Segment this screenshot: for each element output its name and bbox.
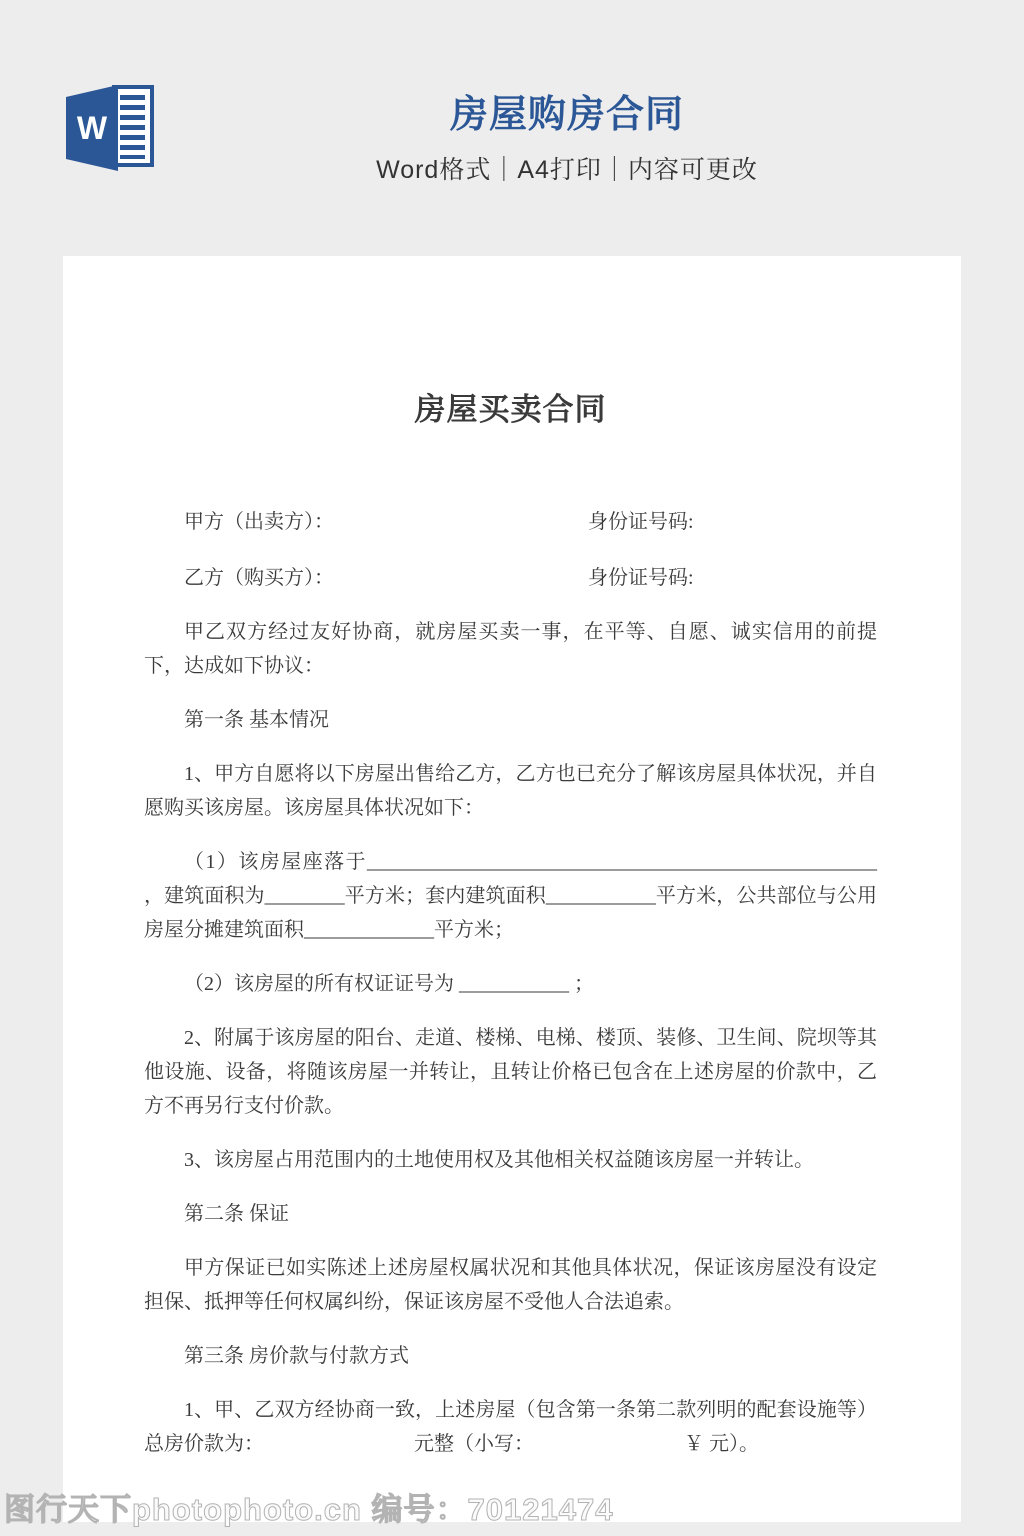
- party-row-buyer: [144, 561, 877, 595]
- svg-text:W: W: [76, 110, 108, 146]
- contract-body: [144, 615, 877, 1461]
- paragraph-3-1: 1、甲、乙双方经协商一致，上述房屋（包含第一条第二款列明的配套设施等）总房价款为： 元整（小写： ￥ 元）。: [144, 1399, 877, 1455]
- header-text: [110, 94, 1024, 186]
- party-seller-label: 甲方（出卖方）：: [184, 511, 334, 533]
- party-row-seller: [144, 505, 877, 539]
- paragraph-1-1: 1、甲方自愿将以下房屋出售给乙方，乙方也已充分了解该房屋具体状况，并自愿购买该房屋。该房屋具体状况如下：: [144, 763, 877, 819]
- document-title: 房屋买卖合同: [414, 392, 607, 427]
- template-subtitle: Word格式｜A4打印｜内容可更改: [376, 155, 758, 184]
- party-buyer-label: 乙方（购买方）：: [184, 567, 334, 589]
- party-seller-id-label: 身份证号码:: [588, 511, 694, 533]
- paragraph-1-2: 2、附属于该房屋的阳台、走道、楼梯、电梯、楼顶、装修、卫生间、院坝等其他设施、设备，将随该房屋一并转让，且转让价格已包含在上述房屋的价款中，乙方不再另行支付价款。: [144, 1027, 877, 1117]
- paragraph-1-1-2: （2）该房屋的所有权证证号为 ___________ ；: [184, 973, 594, 995]
- party-buyer-id-label: 身份证号码:: [588, 567, 694, 589]
- document-page: [63, 256, 961, 1522]
- heading-article-2: 第二条 保证: [184, 1203, 289, 1225]
- header: [0, 0, 1024, 255]
- paragraph-2-1: 甲方保证已如实陈述上述房屋权属状况和其他具体状况，保证该房屋没有设定担保、抵押等任何权属纠纷，保证该房屋不受他人合法追索。: [144, 1257, 877, 1313]
- heading-article-3: 第三条 房价款与付款方式: [184, 1345, 409, 1367]
- paragraph-1-3: 3、该房屋占用范围内的土地使用权及其他相关权益随该房屋一并转让。: [184, 1149, 814, 1171]
- paragraph-preamble: 甲乙双方经过友好协商，就房屋买卖一事，在平等、自愿、诚实信用的前提下，达成如下协议：: [144, 621, 877, 677]
- paragraph-1-1-1: （1）该房屋座落于___________________________________________________ ，建筑面积为________平方米；套内建筑面积___________平方米，公共部位与公用房屋分摊建筑面积_____________平方米；: [144, 851, 877, 941]
- parties-section: [144, 505, 877, 595]
- template-title: 房屋购房合同: [449, 94, 684, 136]
- watermark-text: 图行天下photophoto.cn 编号：70121474: [4, 1492, 614, 1527]
- heading-article-1: 第一条 基本情况: [184, 709, 329, 731]
